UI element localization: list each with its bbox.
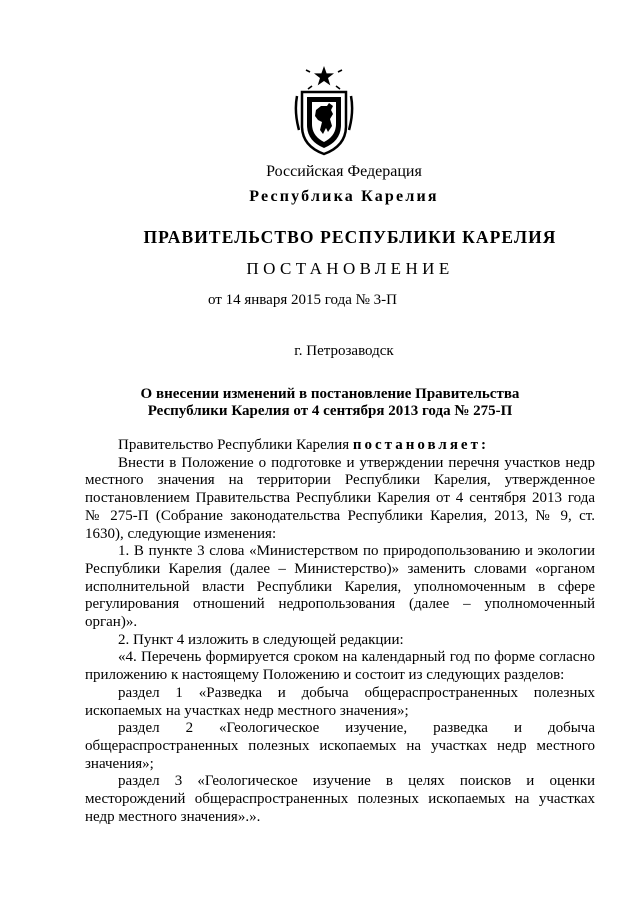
republic-name: Республика Карелия: [249, 188, 439, 205]
paragraph: 2. Пункт 4 изложить в следующей редакции:: [118, 631, 404, 648]
paragraph: раздел 2 «Геологическое изучение, разведка и добыча общераспространенных полезных ископаемых на участках недр местного значения»;: [85, 720, 595, 772]
paragraph: Внести в Положение о подготовке и утверждении перечня участков недр местного значения на территории Республики Карелия, утвержденное постановлением Правительства Республики Карелия от 4 сентября 2013 года № 275-П (Собрание законодательства Республики Карелия, 2013, № 9, ст. 1630), следующие изменения:: [85, 454, 595, 542]
document-date-number: от 14 января 2015 года № 3-П: [208, 292, 398, 308]
paragraph: раздел 3 «Геологическое изучение в целях поисков и оценки месторождений общераспространенных полезных ископаемых на участках недр местного значения».».: [85, 773, 595, 825]
paragraph: «4. Перечень формируется сроком на календарный год по форме согласно приложению к настоящему Положению и состоит из следующих разделов:: [85, 649, 595, 684]
document-body: [85, 437, 595, 826]
subject-line-1: О внесении изменений в постановление Правительства: [140, 386, 520, 402]
coat-of-arms: [293, 64, 355, 156]
paragraph: 1. В пункте 3 слова «Министерством по природопользованию и экологии Республики Карелия (далее – Министерство)» заменить словами «органом исполнительной власти Республики Карелия, уполномоченным в сфере регулирования отношений недропользования (далее – уполномоченный орган)».: [85, 543, 595, 631]
country-name: Российская Федерация: [266, 163, 422, 180]
document-type: ПОСТАНОВЛЕНИЕ: [246, 259, 454, 278]
city-name: г. Петрозаводск: [294, 343, 394, 359]
paragraph: раздел 1 «Разведка и добыча общераспространенных полезных ископаемых на участках недр местного значения»;: [85, 684, 595, 719]
document-subject: [100, 386, 560, 420]
government-title: ПРАВИТЕЛЬСТВО РЕСПУБЛИКИ КАРЕЛИЯ: [143, 227, 557, 247]
decree-verb: постановляет:: [352, 437, 489, 453]
decree-lead: [85, 437, 595, 455]
decree-subject: Правительство Республики Карелия: [118, 437, 353, 453]
subject-line-2: Республики Карелия от 4 сентября 2013 года № 275-П: [147, 403, 513, 419]
karelia-coat-of-arms-icon: [293, 64, 355, 156]
